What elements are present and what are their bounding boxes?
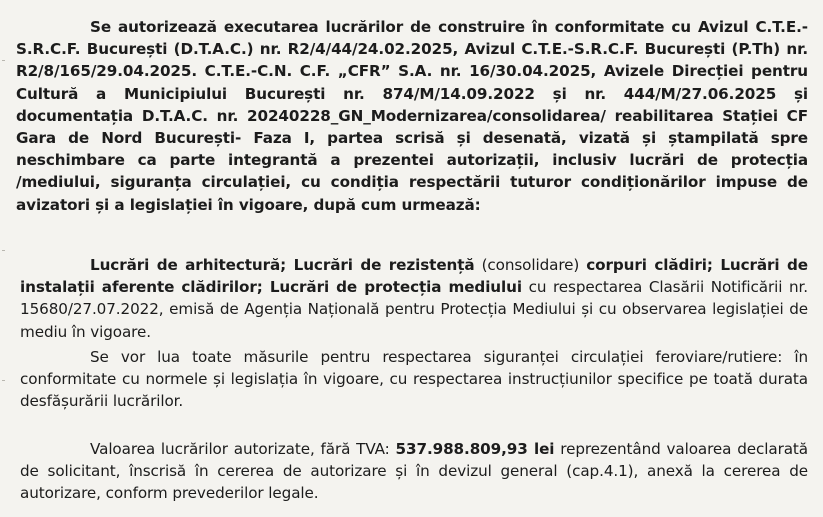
authorization-paragraph: Se autorizează executarea lucrărilor de construire în conformitate cu Avizul C.T.E.-S.R.C.F. București (D.T.A.C.) nr. R2/4/44/24.02.2025, Avizul C.T.E.-S.R.C.F. București (P.Th) nr. R2/8/165/29.04.2025. C.T.E.-C.N. C.F. „CFR” S.A. nr. 16/30.04.2025, Avizele Direcției pentru Cultură a Municipiului București nr. 874/M/14.09.2022 și nr. 444/M/27.06.2025 și documentația D.T.A.C. nr. 20240228_GN_Modernizarea/consolidarea/ reabilitarea Stației CF Gara de Nord București- Faza I, partea scrisă și desenată, vizată și ștampilată spre neschimbare ca parte integrantă a prezentei autorizații, inclusiv lucrări de protecția /mediului, siguranța circulației, cu condiția respectării tuturor condiționărilor impuse de avizatori și a legislației în vigoare, după cum urmează: <box>16 18 808 214</box>
works-list-paragraph <box>20 254 808 343</box>
value-paragraph <box>20 438 808 505</box>
safety-paragraph: Se vor lua toate măsurile pentru respectarea siguranței circulației feroviare/rutiere: în conformitate cu normele și legislația în vigoare, cu respectarea instrucțiunilor specifice pe toată durata desfășurării lucrărilor. <box>20 348 808 411</box>
works-bold-2: corpuri clădiri; Lucrări de instalații aferente clădirilor; Lucrări de protecția mediului <box>20 256 808 297</box>
margin-tick <box>2 380 5 381</box>
works-text-2: cu respectarea Clasării Notificării nr. 15680/27.07.2022, emisă de Agenția Națională pentru Protecția Mediului și cu observarea legislației de mediu în vigoare. <box>20 278 808 341</box>
value-text-1: Valoarea lucrărilor autorizate, fără TVA: <box>90 440 396 458</box>
value-amount: 537.988.809,93 lei <box>395 440 555 458</box>
value-text-2: reprezentând valoarea declarată de solicitant, înscrisă în cererea de autorizare și în devizul general (cap.4.1), anexă la cererea de autorizare, conform prevederilor legale. <box>20 440 808 503</box>
works-text-1: (consolidare) <box>474 256 587 274</box>
works-bold-1: Lucrări de arhitectură; Lucrări de rezistență <box>90 256 475 274</box>
margin-tick <box>2 250 5 251</box>
margin-tick <box>2 60 5 61</box>
